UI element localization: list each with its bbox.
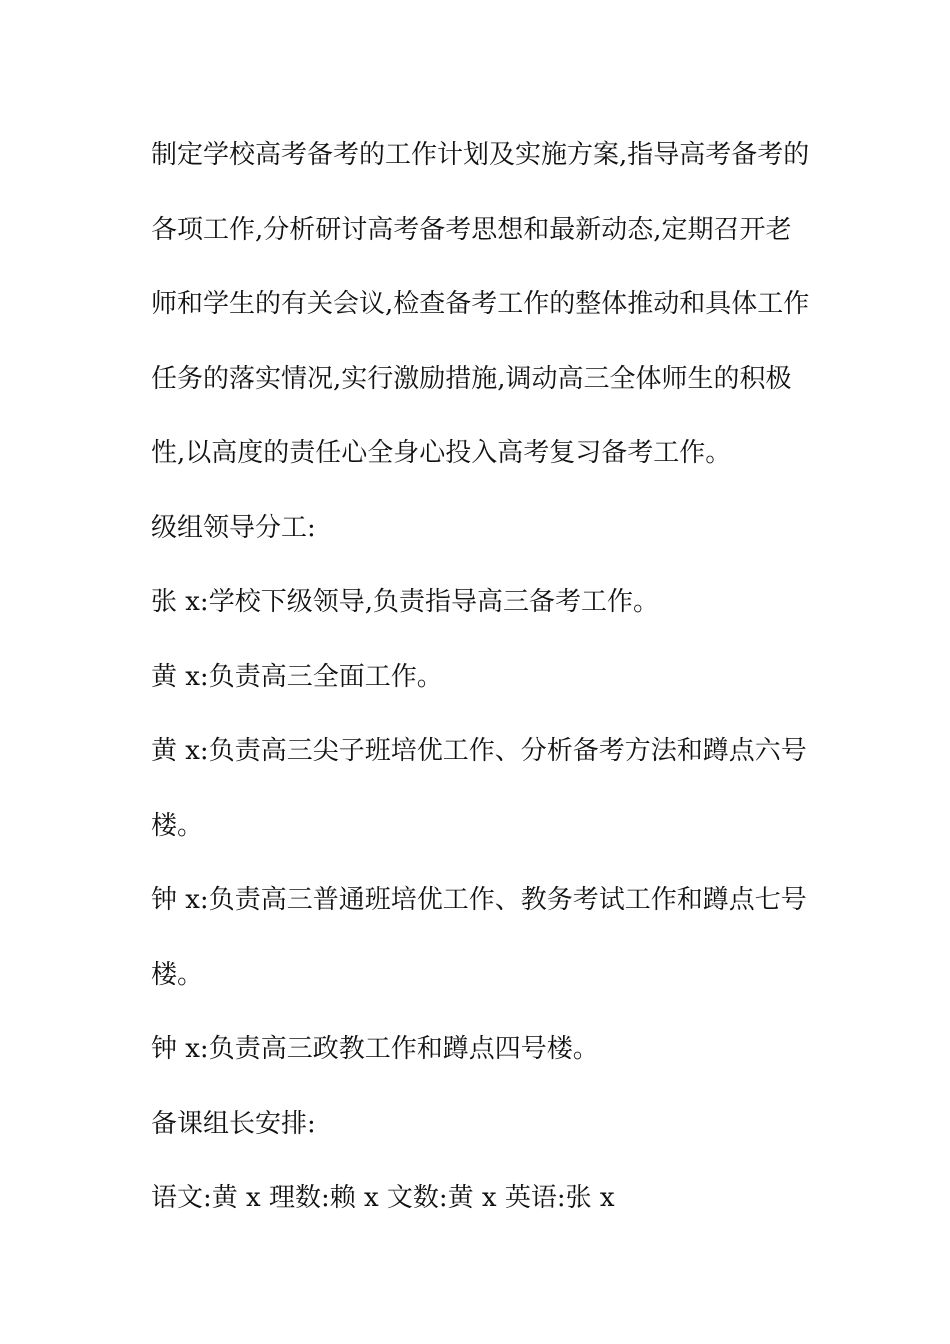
leader-item: 钟 x:负责高三普通班培优工作、教务考试工作和蹲点七号: [151, 885, 807, 915]
document-body: [151, 118, 811, 1236]
paragraph-line: 任务的落实情况,实行激励措施,调动高三全体师生的积极: [151, 363, 792, 394]
paragraph-line: 性,以高度的责任心全身心投入高考复习备考工作。: [151, 438, 732, 468]
leader-item: 黄 x:负责高三全面工作。: [151, 661, 443, 692]
paragraph-line: 师和学生的有关会议,检查备考工作的整体推动和具体工作: [151, 289, 810, 319]
section-heading-leadership: 级组领导分工:: [151, 512, 316, 543]
leader-item: 钟 x:负责高三政教工作和蹲点四号楼。: [151, 1034, 599, 1064]
paragraph-line: 各项工作,分析研讨高考备考思想和最新动态,定期召开老: [151, 214, 792, 245]
leader-item-continuation: 楼。: [151, 959, 204, 990]
leader-item: 黄 x:负责高三尖子班培优工作、分析备考方法和蹲点六号: [151, 736, 807, 766]
leader-item: 张 x:学校下级领导,负责指导高三备考工作。: [151, 587, 659, 617]
paragraph-line: 制定学校高考备考的工作计划及实施方案,指导高考备考的: [151, 140, 810, 170]
leader-item-continuation: 楼。: [151, 810, 204, 841]
section-heading-group-leaders: 备课组长安排:: [151, 1108, 316, 1139]
group-leaders-list: 语文:黄 x 理数:赖 x 文数:黄 x 英语:张 x: [151, 1183, 615, 1213]
